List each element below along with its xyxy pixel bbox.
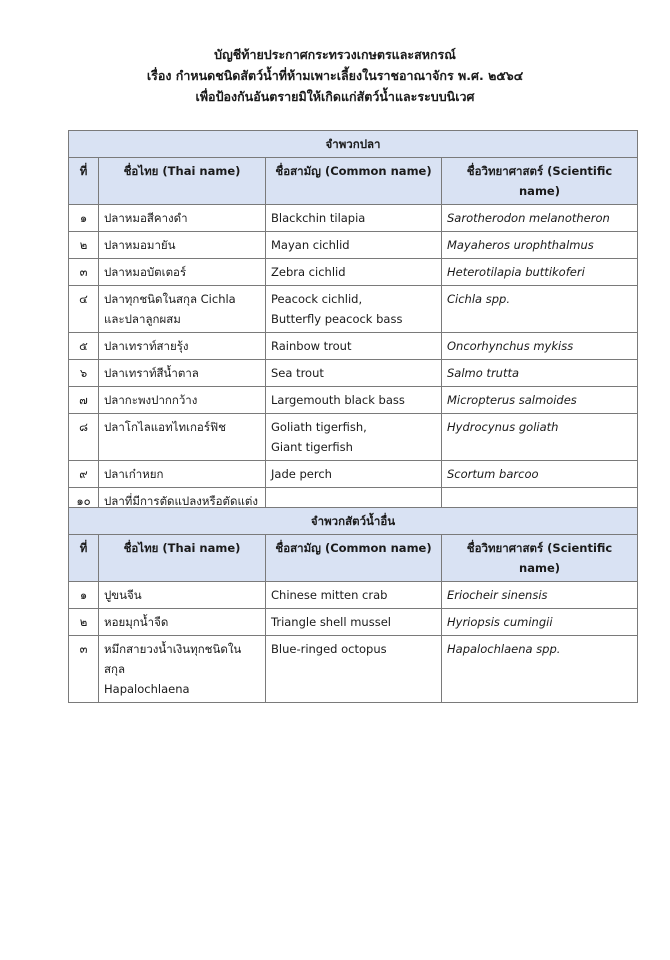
- cell-thai: ปูขนจีน: [99, 582, 266, 609]
- cell-thai: ปลาทุกชนิดในสกุล Cichla และปลาลูกผสม: [99, 286, 266, 333]
- header-line-3: เพื่อป้องกันอันตรายมิให้เกิดแก่สัตว์น้ำและระบบนิเวศ: [195, 89, 475, 104]
- cell-common: Blackchin tilapia: [266, 205, 442, 232]
- cell-common: Rainbow trout: [266, 333, 442, 360]
- header-line-1: บัญชีท้ายประกาศกระทรวงเกษตรและสหกรณ์: [214, 47, 456, 62]
- cell-common: Sea trout: [266, 360, 442, 387]
- col-num-header: ที่: [69, 535, 99, 582]
- cell-num: ๑: [69, 582, 99, 609]
- cell-num: ๓: [69, 636, 99, 703]
- document-header: [0, 44, 670, 107]
- cell-num: ๙: [69, 461, 99, 488]
- cell-common: Largemouth black bass: [266, 387, 442, 414]
- cell-scientific: Heterotilapia buttikoferi: [442, 259, 638, 286]
- col-thai-header: ชื่อไทย (Thai name): [99, 158, 266, 205]
- cell-thai: ปลาเทราท์สีน้ำตาล: [99, 360, 266, 387]
- cell-num: ๓: [69, 259, 99, 286]
- fish-table: [68, 130, 638, 535]
- table-row: [69, 286, 638, 333]
- cell-thai: ปลาเก๋าหยก: [99, 461, 266, 488]
- table-row: [69, 232, 638, 259]
- cell-common: Blue-ringed octopus: [266, 636, 442, 703]
- cell-common: Mayan cichlid: [266, 232, 442, 259]
- cell-common: Jade perch: [266, 461, 442, 488]
- header-line-2: เรื่อง กำหนดชนิดสัตว์น้ำที่ห้ามเพาะเลี้ยงในราชอาณาจักร พ.ศ. ๒๕๖๔: [146, 68, 524, 83]
- table-row: [69, 461, 638, 488]
- fish-table-title: จำพวกปลา: [69, 131, 638, 158]
- cell-thai: หมึกสายวงน้ำเงินทุกชนิดในสกุล Hapalochlaena: [99, 636, 266, 703]
- cell-scientific: Micropterus salmoides: [442, 387, 638, 414]
- cell-thai: ปลาหมอบัตเตอร์: [99, 259, 266, 286]
- cell-num: ๑: [69, 205, 99, 232]
- cell-scientific: Hapalochlaena spp.: [442, 636, 638, 703]
- cell-num: ๒: [69, 609, 99, 636]
- table-row: [69, 609, 638, 636]
- cell-thai: ปลาโกไลแอทไทเกอร์ฟิช: [99, 414, 266, 461]
- cell-scientific: Scortum barcoo: [442, 461, 638, 488]
- cell-scientific: Oncorhynchus mykiss: [442, 333, 638, 360]
- cell-common: Peacock cichlid, Butterfly peacock bass: [266, 286, 442, 333]
- cell-thai: ปลาหมอมายัน: [99, 232, 266, 259]
- cell-num: ๒: [69, 232, 99, 259]
- cell-thai: ปลากะพงปากกว้าง: [99, 387, 266, 414]
- cell-num: ๗: [69, 387, 99, 414]
- col-common-header: ชื่อสามัญ (Common name): [266, 535, 442, 582]
- table-row: [69, 360, 638, 387]
- table-row: [69, 205, 638, 232]
- table-row: [69, 636, 638, 703]
- cell-num: ๕: [69, 333, 99, 360]
- cell-thai: ปลาเทราท์สายรุ้ง: [99, 333, 266, 360]
- table-row: [69, 259, 638, 286]
- col-scientific-header: ชื่อวิทยาศาสตร์ (Scientific name): [442, 535, 638, 582]
- cell-scientific: Salmo trutta: [442, 360, 638, 387]
- col-common-header: ชื่อสามัญ (Common name): [266, 158, 442, 205]
- cell-num: ๖: [69, 360, 99, 387]
- table-row: [69, 414, 638, 461]
- table-row: [69, 333, 638, 360]
- cell-num: ๑๐: [69, 488, 99, 535]
- cell-scientific: Sarotherodon melanotheron: [442, 205, 638, 232]
- cell-num: ๔: [69, 286, 99, 333]
- cell-scientific: Hyriopsis cumingii: [442, 609, 638, 636]
- cell-scientific: Mayaheros urophthalmus: [442, 232, 638, 259]
- col-thai-header: ชื่อไทย (Thai name): [99, 535, 266, 582]
- cell-scientific: Cichla spp.: [442, 286, 638, 333]
- cell-common: Triangle shell mussel: [266, 609, 442, 636]
- cell-common: Chinese mitten crab: [266, 582, 442, 609]
- col-scientific-header: ชื่อวิทยาศาสตร์ (Scientific name): [442, 158, 638, 205]
- cell-thai: ปลาหมอสีคางดำ: [99, 205, 266, 232]
- cell-scientific: Eriocheir sinensis: [442, 582, 638, 609]
- col-num-header: ที่: [69, 158, 99, 205]
- cell-thai: หอยมุกน้ำจืด: [99, 609, 266, 636]
- other-table-title: จำพวกสัตว์น้ำอื่น: [69, 508, 638, 535]
- other-aquatic-table: [68, 507, 638, 703]
- cell-common: Goliath tigerfish, Giant tigerfish: [266, 414, 442, 461]
- table-row: [69, 582, 638, 609]
- cell-common: Zebra cichlid: [266, 259, 442, 286]
- cell-num: ๘: [69, 414, 99, 461]
- cell-scientific: Hydrocynus goliath: [442, 414, 638, 461]
- cell-thai: ปลาที่มีการตัดแปลงหรือตัดแต่ง: [99, 488, 266, 535]
- table-row: [69, 387, 638, 414]
